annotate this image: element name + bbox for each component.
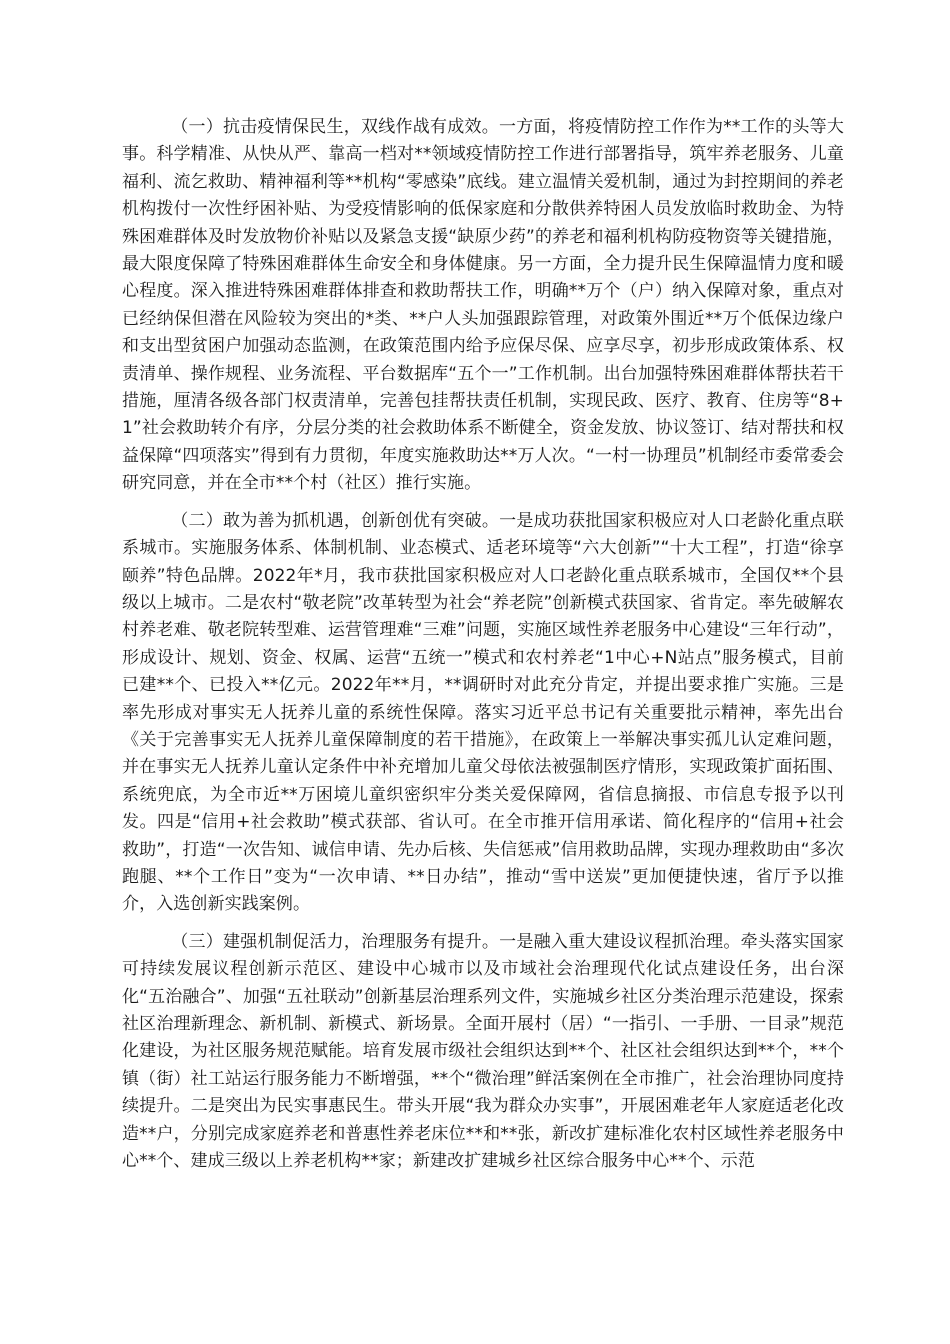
document-body <box>122 114 844 1185</box>
paragraph-governance-services: （三）建强机制促活力，治理服务有提升。一是融入重大建设议程抓治理。牵头落实国家可持续发展议程创新示范区、建设中心城市以及市域社会治理现代化试点建设任务，出台深化“五治融合”、加强“五社联动”创新基层治理系列文件，实施城乡社区分类治理示范建设，探索社区治理新理念、新机制、新模式、新场景。全面开展村（居）“一指引、一手册、一目录”规范化建设，为社区服务规范赋能。培育发展市级社会组织达到**个、社区社会组织达到**个，**个镇（街）社工站运行服务能力不断增强，**个“微治理”鲜活案例在全市推广，社会治理协同度持续提升。二是突出为民实事惠民生。带头开展“我为群众办实事”，开展困难老年人家庭适老化改造**户，分别完成家庭养老和普惠性养老床位**和**张，新改扩建标准化农村区域性养老服务中心**个、建成三级以上养老机构**家；新建改扩建城乡社区综合服务中心**个、示范 <box>122 931 844 1172</box>
paragraph-innovation-breakthrough: （二）敢为善为抓机遇，创新创优有突破。一是成功获批国家积极应对人口老龄化重点联系城市。实施服务体系、体制机制、业态模式、适老环境等“六大创新”“十大工程”，打造“徐享颐养”特色品牌。2022年*月，我市获批国家积极应对人口老龄化重点联系城市，全国仅**个县级以上城市。二是农村“敬老院”改革转型为社会“养老院”创新模式获国家、省肯定。率先破解农村养老难、敬老院转型难、运营管理难“三难”问题，实施区域性养老服务中心建设“三年行动”，形成设计、规划、资金、权属、运营“五统一”模式和农村养老“1中心+N站点”服务模式，目前已建**个、已投入**亿元。2022年**月，**调研时对此充分肯定，并提出要求推广实施。三是率先形成对事实无人抚养儿童的系统性保障。落实习近平总书记有关重要批示精神，率先出台《关于完善事实无人抚养儿童保障制度的若干措施》，在政策上一举解决事实孤儿认定难问题，并在事实无人抚养儿童认定条件中补充增加儿童父母依法被强制医疗情形，实现政策扩面拓围、系统兜底，为全市近**万困境儿童织密织牢分类关爱保障网，省信息摘报、市信息专报予以刊发。四是“信用+社会救助”模式获部、省认可。在全市推开信用承诺、简化程序的“信用+社会救助”，打造“一次告知、诚信申请、先办后核、失信惩戒”信用救助品牌，实现办理救助由“多次跑腿、**个工作日”变为“一次申请、**日办结”，推动“雪中送炭”更加便捷快速，省厅予以推介，入选创新实践案例。 <box>122 510 844 915</box>
paragraph-epidemic-livelihood: （一）抗击疫情保民生，双线作战有成效。一方面，将疫情防控工作作为**工作的头等大事。科学精准、从快从严、靠高一档对**领域疫情防控工作进行部署指导，筑牢养老服务、儿童福利、流乞救助、精神福利等**机构“零感染”底线。建立温情关爱机制，通过为封控期间的养老机构拨付一次性纾困补贴、为受疫情影响的低保家庭和分散供养特困人员发放临时救助金、为特殊困难群体及时发放物价补贴以及紧急支援“缺原少药”的养老和福利机构防疫物资等关键措施，最大限度保障了特殊困难群体生命安全和身体健康。另一方面，全力提升民生保障温情力度和暖心程度。深入推进特殊困难群体排查和救助帮扶工作，明确**万个（户）纳入保障对象，重点对已经纳保但潜在风险较为突出的*类、**户人头加强跟踪管理，对政策外围近**万个低保边缘户和支出型贫困户加强动态监测，在政策范围内给予应保尽保、应享尽享，初步形成政策体系、权责清单、操作规程、业务流程、平台数据库“五个一”工作机制。出台加强特殊困难群体帮扶若干措施，厘清各级各部门权责清单，完善包挂帮扶责任机制，实现民政、医疗、教育、住房等“8+1”社会救助转介有序，分层分类的社会救助体系不断健全，资金发放、协议签订、结对帮扶和权益保障“四项落实”得到有力贯彻，年度实施救助达**万人次。“一村一协理员”机制经市委常委会研究同意，并在全市**个村（社区）推行实施。 <box>122 117 844 494</box>
